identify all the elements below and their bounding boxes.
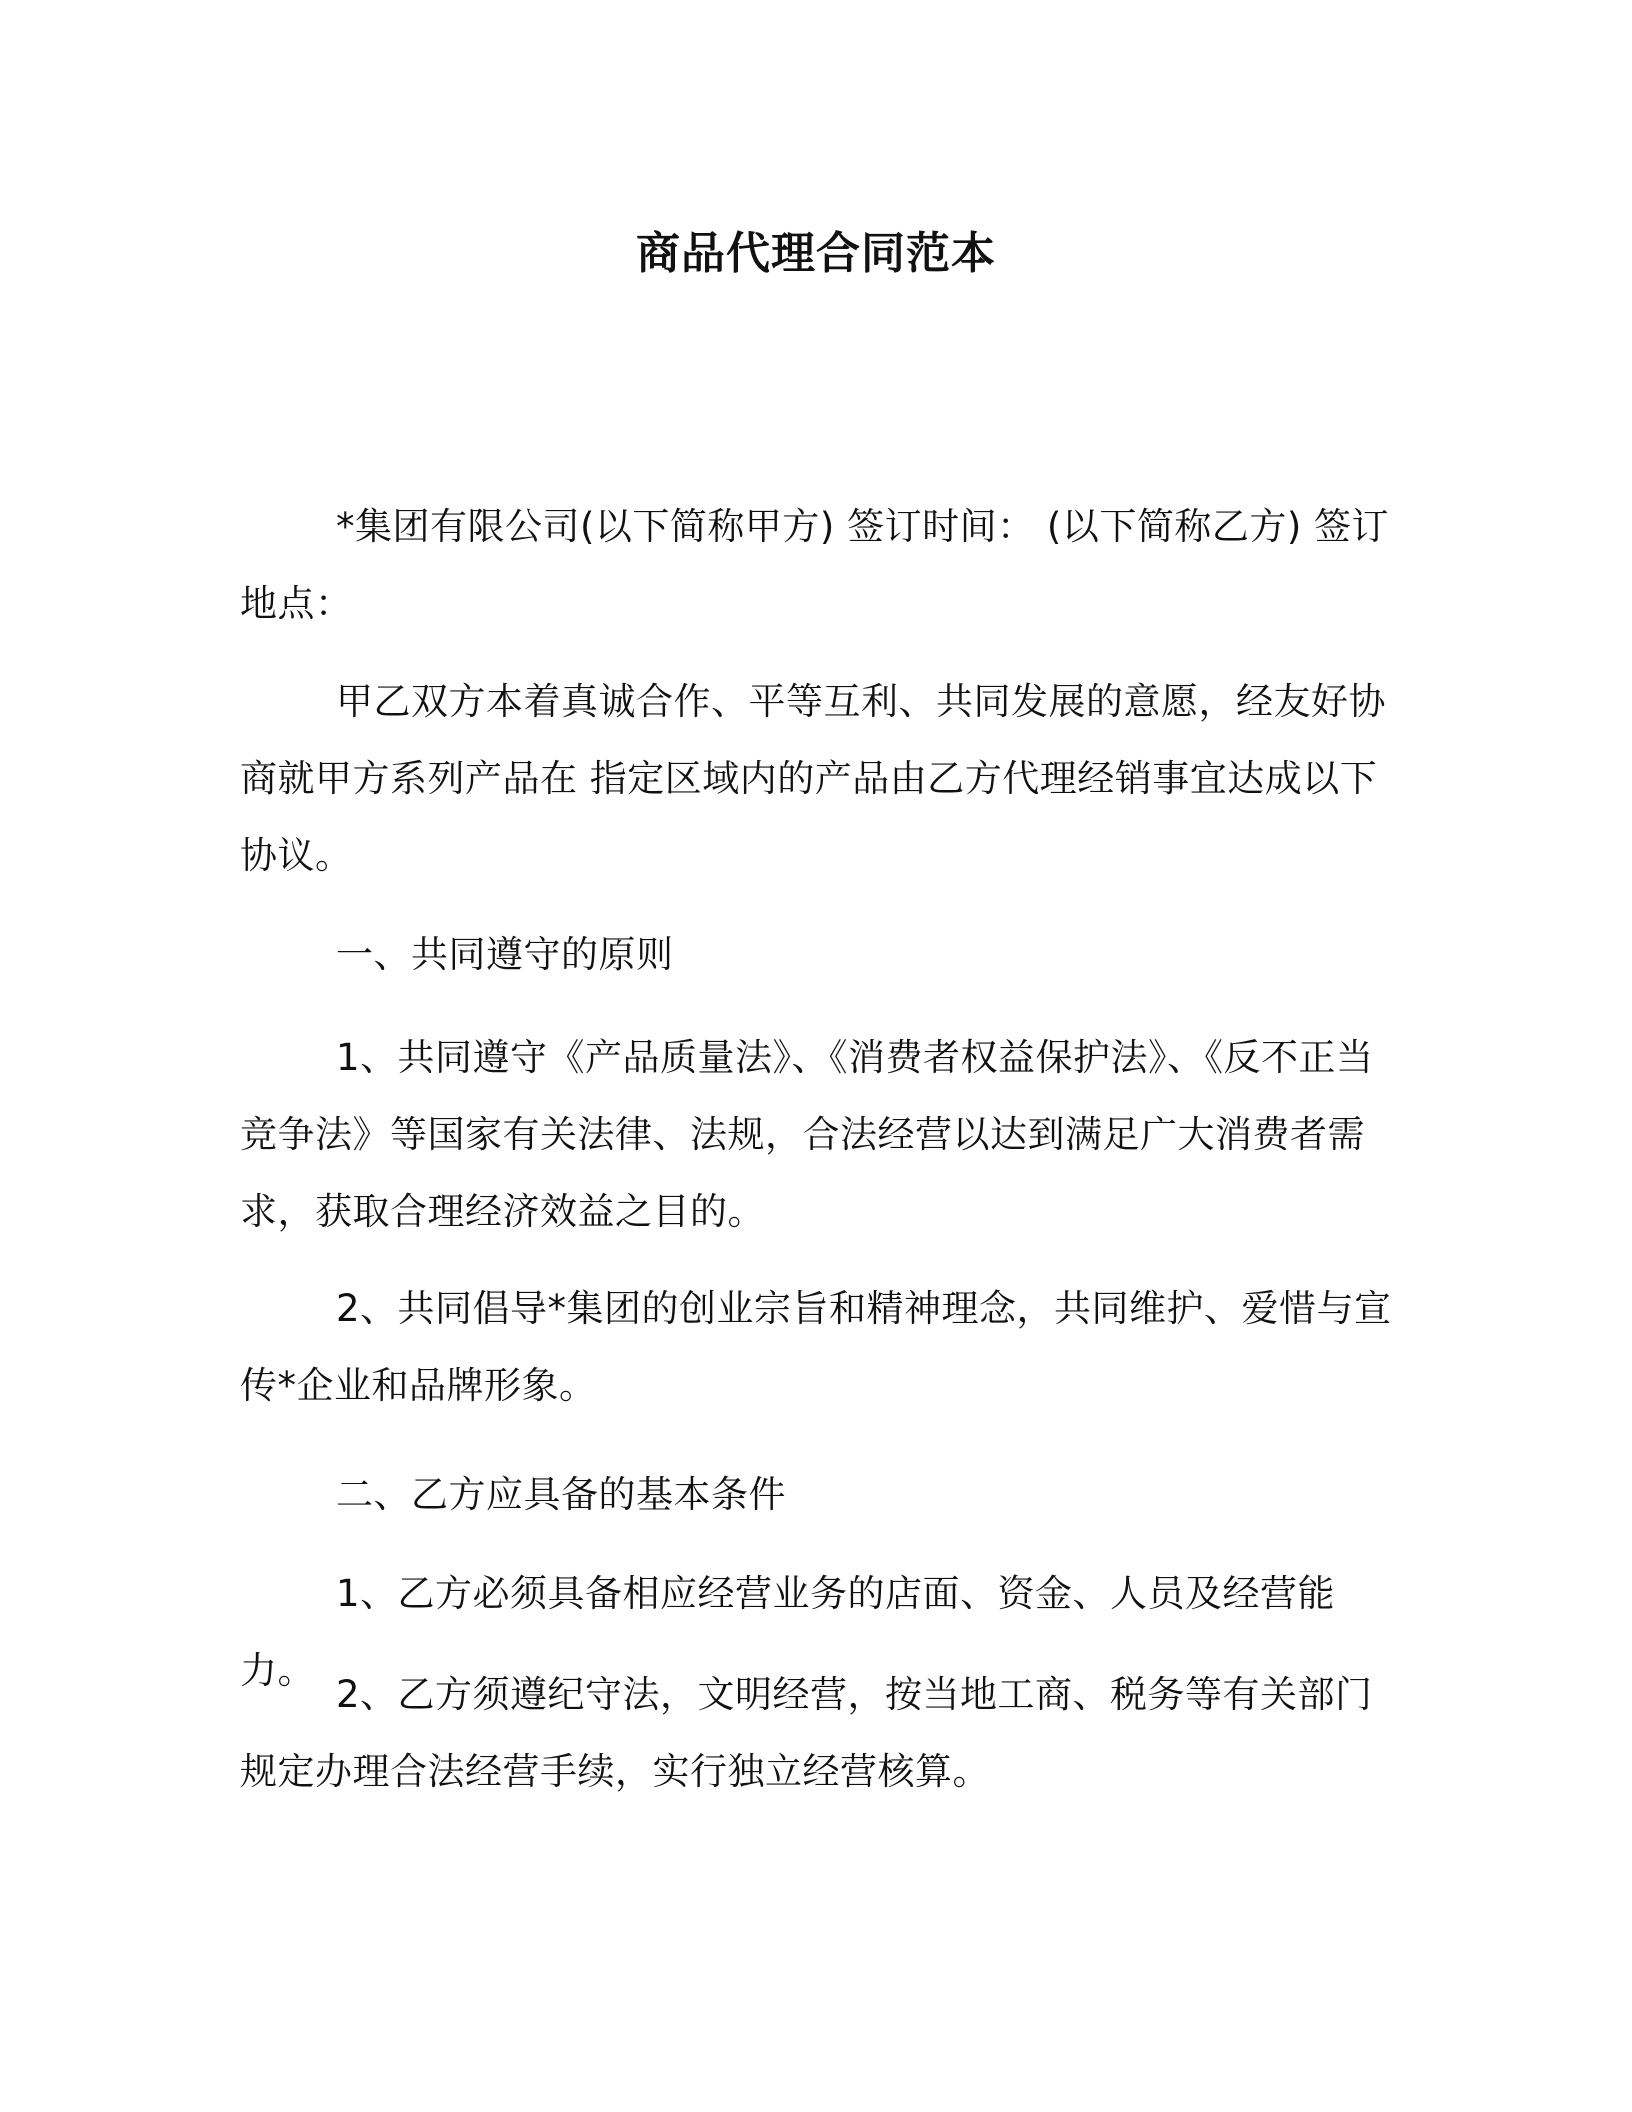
section-heading-principles: 一、共同遵守的原则 — [336, 933, 674, 976]
parties-paragraph: *集团有限公司(以下简称甲方) 签订时间： (以下简称乙方) 签订地点： — [240, 505, 1390, 625]
clause-1-2: 2、共同倡导*集团的创业宗旨和精神理念，共同维护、爱惜与宣传*企业和品牌形象。 — [240, 1287, 1392, 1407]
section-heading-conditions: 二、乙方应具备的基本条件 — [336, 1473, 786, 1516]
document-title: 商品代理合同范本 — [636, 228, 996, 279]
clause-1-1: 1、共同遵守《产品质量法》、《消费者权益保护法》、《反不正当竞争法》等国家有关法律、法规，合法经营以达到满足广大消费者需求，获取合理经济效益之目的。 — [240, 1036, 1374, 1233]
clause-2-2: 2、乙方须遵纪守法，文明经营，按当地工商、税务等有关部门规定办理合法经营手续，实行独立经营核算。 — [240, 1673, 1373, 1793]
intro-paragraph: 甲乙双方本着真诚合作、平等互利、共同发展的意愿，经友好协商就甲方系列产品在 指定区域内的产品由乙方代理经销事宜达成以下协议。 — [240, 680, 1386, 877]
clause-2-1: 1、乙方必须具备相应经营业务的店面、资金、人员及经营能力。 — [240, 1572, 1336, 1692]
